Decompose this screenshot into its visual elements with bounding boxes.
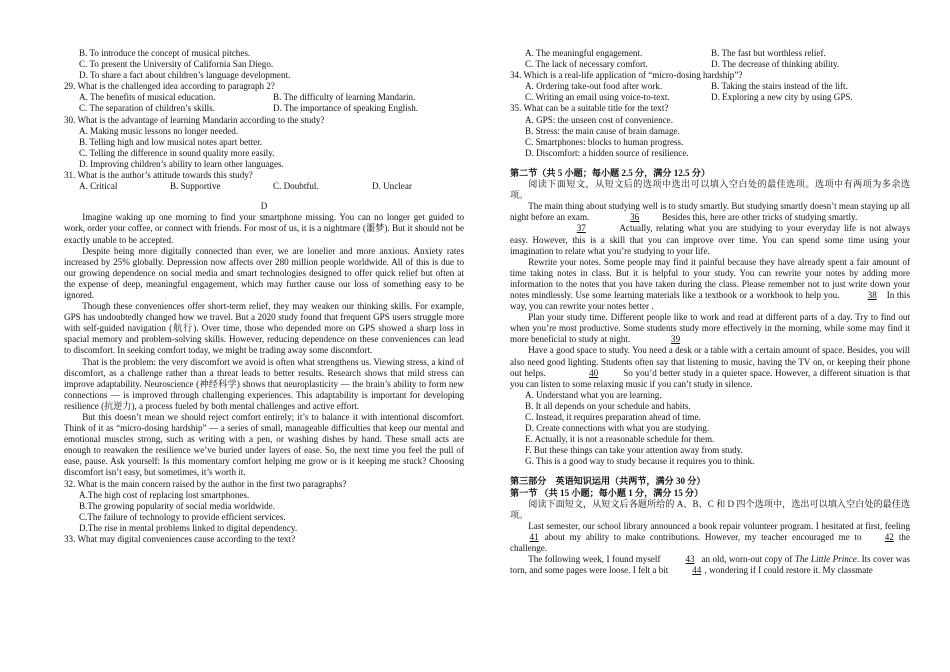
left-column bbox=[64, 48, 464, 545]
q35-option-b: B. Stress: the main cause of brain damage. bbox=[525, 125, 680, 136]
section-2-paragraph-5: Have a good space to study. You need a desk or a table with a certain amount of space. Besides, you will also need good lighting. Students often say that listening to music, having the TV on, or keeping their phone out helps. 40 So you’d better study in a quieter space. However, a different situation is that you can listen to some relaxing music if you can’t study in silence. bbox=[510, 345, 910, 389]
section-2-paragraph-2: 37 Actually, relating what you are studying to your everyday life is not always easy. However, this is a skill that you can improve over time. You can spend some time using your imagination to relate what you’re studying to your life. bbox=[510, 223, 910, 256]
q32-option-a: A.The high cost of replacing lost smartphones. bbox=[79, 489, 250, 500]
q29-option-d: D. The importance of speaking English. bbox=[273, 103, 419, 114]
passage-d-paragraph-2: Despite being more digitally connected than ever, we are lonelier and more anxious. Anxiety rates increased by 25% globally. Depression now affects over 280 million people worldwide. All of this is due to our growing dependence on social media and smart technologies designed to offer quick relief but often at the expense of deep, meaningful engagement, which may further cause our loss of something easy to be ignored. bbox=[64, 245, 464, 300]
passage-d-paragraph-5: But this doesn’t mean we should reject comfort entirely; it’s to balance it with intentional discomfort. Think of it as “micro-dosing hardship” — a series of small, manageable difficulties that keep our mental and emotional muscles strong, such as writing with a pen, or washing dishes by hand. These small acts are enough to reawaken the resilience we’ve buried under layers of ease. So, the next time you feel the pull of ease, pause. Ask yourself: Is this momentary comfort helping me grow or is it keeping me stuck? Choosing discomfort isn’t easy, but sometimes, it’s worth it. bbox=[64, 412, 464, 478]
q34-options-row2 bbox=[510, 92, 910, 103]
option-line: D. To share a fact about children’s language development. bbox=[79, 70, 291, 81]
q35-option-d: D. Discomfort: a hidden source of resilience. bbox=[525, 147, 689, 158]
blank-41[interactable]: 41 bbox=[529, 531, 539, 542]
part-3-subheading: 第一节 （共 15 小题；每小题 1 分，满分 15 分） bbox=[510, 487, 704, 498]
q33-option-b: B. The fast but worthless relief. bbox=[711, 48, 826, 58]
passage-d-label: D bbox=[260, 201, 268, 212]
q31-option-a: A. Critical bbox=[79, 181, 118, 192]
blank-42[interactable]: 42 bbox=[884, 531, 894, 542]
sec2-option-e: E. Actually, it is not a reasonable schedule for them. bbox=[525, 434, 715, 445]
q32-option-c: C.The failure of technology to provide efficient services. bbox=[79, 511, 286, 522]
q30-option-a: A. Making music lessons no longer needed. bbox=[79, 125, 239, 136]
blank-36[interactable]: 36 bbox=[630, 212, 640, 223]
q35-option-a: A. GPS: the unseen cost of convenience. bbox=[525, 114, 673, 125]
q31-option-b: B. Supportive bbox=[170, 181, 221, 192]
question-32: 32. What is the main concern raised by the author in the first two paragraphs? bbox=[64, 478, 347, 489]
part-3-paragraph-1: Last semester, our school library announced a book repair volunteer program. I hesitated at first, feeling 41 about my ability to make contributions. However, my teacher encouraged me to 42 the challenge. bbox=[510, 520, 910, 554]
passage-d-paragraph-4: That is the problem: the very discomfort we avoid is often what strengthens us. Viewing stress, a kind of discomfort, as a challenge rather than a threat leads to better results. Research shows that mild stress can improve adaptability. Neuroscience (神经科学) shows that neuroplasticity — the brain’s ability to form new connections — is improved through challenging experiences. This adaptability is important for developing resilience (抗逆力), a process fueled by both mental challenges and active effort. bbox=[64, 356, 464, 411]
q34-options-row1 bbox=[510, 81, 910, 92]
question-29: 29. What is the challenged idea according to paragraph 2? bbox=[64, 81, 275, 92]
part-3-paragraph-2: The following week, I found myself 43 an old, worn-out copy of The Little Prince. Its cover was torn, and some pages were loose. I felt a bit 44 , wondering if I could restore it. My classmate bbox=[510, 554, 910, 576]
section-2-instructions: 阅读下面短文，从短文后的选项中选出可以填入空白处的最佳选项。选项中有两项为多余选项。 bbox=[510, 179, 910, 201]
blank-37[interactable]: 37 bbox=[576, 223, 586, 234]
q30-option-b: B. Telling high and low musical notes apart better. bbox=[79, 136, 263, 147]
q33-options-row2 bbox=[510, 59, 910, 70]
q31-option-c: C. Doubtful. bbox=[273, 181, 319, 192]
q34-option-b: B. Taking the stairs instead of the lift. bbox=[711, 81, 848, 92]
blank-43[interactable]: 43 bbox=[685, 554, 695, 565]
question-30: 30. What is the advantage of learning Mandarin according to the study? bbox=[64, 114, 325, 125]
blank-38[interactable]: 38 bbox=[867, 289, 877, 300]
sec2-option-f: F. But these things can take your attention away from study. bbox=[525, 445, 743, 456]
section-2-paragraph-3: Rewrite your notes. Some people may find it painful because they have already spent a fair amount of time taking notes in class. But it is helpful to your study. You can rewrite your notes by adding more information to the notes that you have taken during the class. Please remember not to just write down your notes mindlessly. Use some learning materials like a textbook or a workbook to help you. 38 In this way, you can rewrite your notes better . bbox=[510, 256, 910, 312]
q31-options bbox=[64, 181, 464, 192]
right-column bbox=[510, 48, 910, 576]
question-34: 34. Which is a real-life application of “micro-dosing hardship”? bbox=[510, 70, 743, 81]
q32-option-b: B.The growing popularity of social media worldwide. bbox=[79, 500, 275, 511]
q34-option-d: D. Exploring a new city by using GPS. bbox=[711, 92, 853, 103]
sec2-option-a: A. Understand what you are learning. bbox=[525, 389, 662, 400]
part-3-instructions: 阅读下面短文，从短文后各题所给的 A、B、C 和 D 四个选项中，选出可以填入空白处的最佳选项。 bbox=[510, 498, 910, 520]
passage-d-paragraph-1: Imagine waking up one morning to find your smartphone missing. You can no longer get guided to work, order your coffee, or connect with friends. For most of us, it is a nightmare (噩梦). But it should not be exactly unable to be accepted. bbox=[64, 212, 464, 245]
blank-39[interactable]: 39 bbox=[671, 334, 681, 345]
question-35: 35. What can be a suitable title for the text? bbox=[510, 103, 669, 114]
q33-options-row1 bbox=[510, 48, 910, 59]
q33-option-d: D. The decrease of thinking ability. bbox=[711, 59, 840, 70]
part-3-heading: 第三部分 英语知识运用（共两节，满分 30 分） bbox=[510, 476, 706, 487]
sec2-option-d: D. Create connections with what you are studying. bbox=[525, 423, 710, 434]
option-line: C. To present the University of California San Diego. bbox=[79, 59, 274, 70]
section-2-paragraph-4: Plan your study time. Different people like to work and read at different parts of a day. Try to find out when you’re most productive. Some students study more effectively in the morning, while some may find it more beneficial to study at night. 39 bbox=[510, 312, 910, 345]
sec2-option-b: B. It all depends on your schedule and habits. bbox=[525, 400, 691, 411]
q29-option-b: B. The difficulty of learning Mandarin. bbox=[273, 92, 416, 103]
section-2-paragraph-1: The main thing about studying well is to study smartly. But studying smartly doesn’t mean staying up all night before an exam. 36 Besides this, here are other tricks of studying smartly. bbox=[510, 201, 910, 223]
q33-option-a: A. The meaningful engagement. bbox=[525, 48, 643, 58]
section-2-heading: 第二节（共 5 小题；每小题 2.5 分，满分 12.5 分） bbox=[510, 167, 711, 178]
option-line: B. To introduce the concept of musical pitches. bbox=[79, 48, 251, 58]
blank-44[interactable]: 44 bbox=[692, 565, 702, 576]
q30-option-d: D. Improving children’s ability to learn other languages. bbox=[79, 158, 284, 169]
q30-option-c: C. Telling the difference in sound quality more easily. bbox=[79, 147, 275, 158]
q34-option-c: C. Writing an email using voice-to-text. bbox=[525, 92, 670, 103]
sec2-option-g: G. This is a good way to study because it requires you to think. bbox=[525, 456, 755, 467]
question-31: 31. What is the author’s attitude towards this study? bbox=[64, 170, 253, 181]
question-33: 33. What may digital conveniences cause according to the text? bbox=[64, 534, 296, 545]
q32-option-d: D.The rise in mental problems linked to digital dependency. bbox=[79, 522, 298, 533]
passage-d-paragraph-3: Though these conveniences offer short-term relief, they may weaken our thinking skills. For example, GPS has undoubtedly changed how we travel. But a 2020 study found that frequent GPS users struggle more with self-guided navigation (航行). Over time, those who depended more on GPS showed a sharp loss in spacial memory and problem-solving skills. However, reducing dependence on these conveniences can lead to discomfort. In seeking comfort today, we might be trading away some discomfort. bbox=[64, 301, 464, 356]
q35-option-c: C. Smartphones: blocks to human progress. bbox=[525, 136, 684, 147]
sec2-option-c: C. Instead, it requires preparation ahead of time. bbox=[525, 412, 701, 422]
q31-option-d: D. Unclear bbox=[372, 181, 412, 192]
q29-option-a: A. The benefits of musical education. bbox=[79, 92, 216, 103]
blank-40[interactable]: 40 bbox=[589, 367, 599, 378]
q34-option-a: A. Ordering take-out food after work. bbox=[525, 81, 663, 92]
q29-options-row1 bbox=[64, 92, 464, 103]
q29-option-c: C. The separation of children’s skills. bbox=[79, 103, 215, 114]
q33-option-c: C. The lack of necessary comfort. bbox=[525, 59, 648, 70]
q29-options-row2 bbox=[64, 103, 464, 114]
